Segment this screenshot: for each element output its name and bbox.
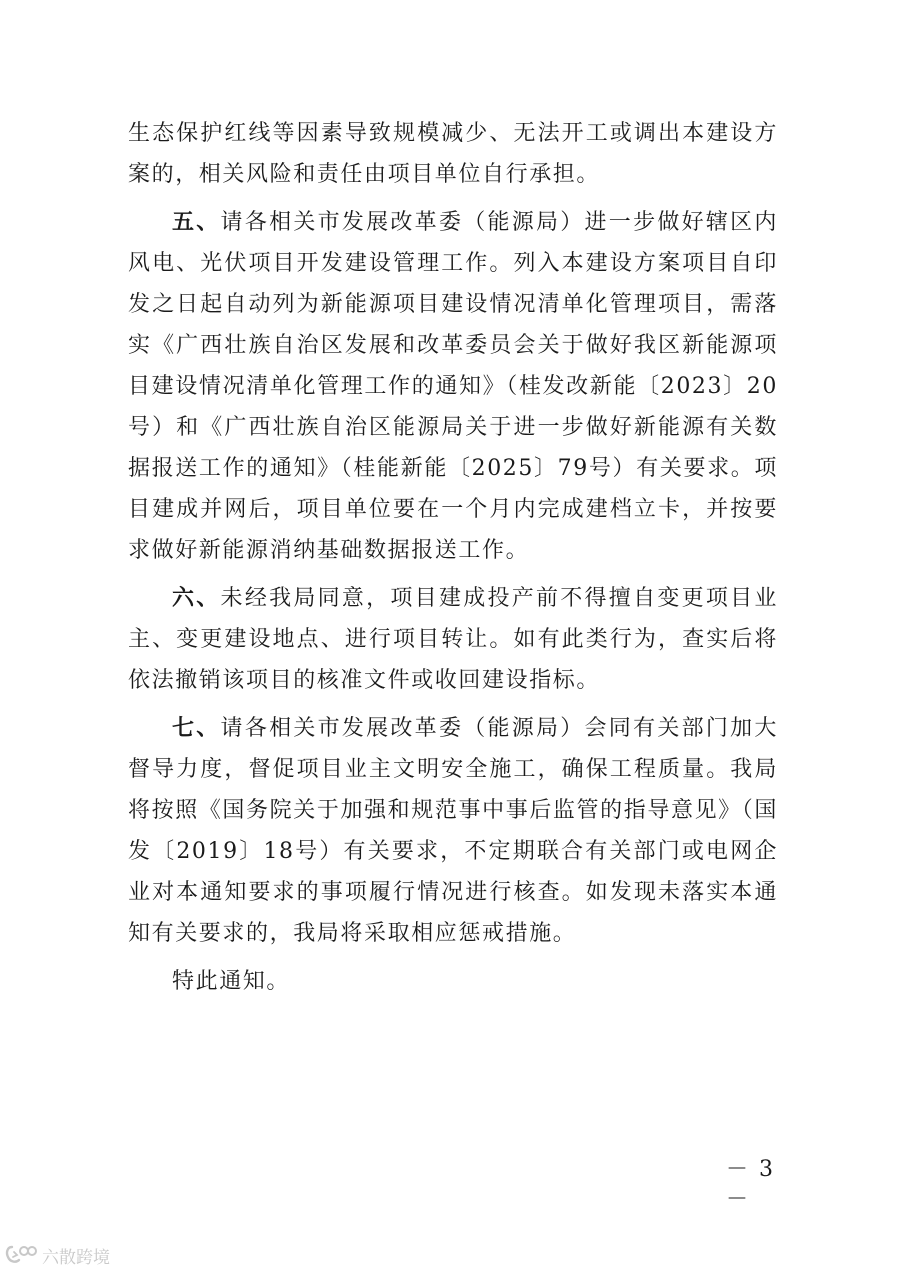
document-body bbox=[128, 113, 778, 1009]
watermark-text: 六散跨境 bbox=[42, 1247, 110, 1268]
item-number: 五、 bbox=[172, 209, 221, 235]
item-number: 六、 bbox=[172, 585, 221, 611]
watermark bbox=[4, 1240, 110, 1270]
paragraph-text: 未经我局同意，项目建成投产前不得擅自变更项目业主、变更建设地点、进行项目转让。如有此类行为，查实后将依法撤销该项目的核准文件或收回建设指标。 bbox=[128, 586, 779, 693]
paragraph-continuation bbox=[128, 113, 778, 195]
watermark-logo-icon bbox=[4, 1243, 38, 1267]
item-number: 七、 bbox=[172, 715, 221, 741]
paragraph-text: 生态保护红线等因素导致规模减少、无法开工或调出本建设方案的，相关风险和责任由项目单位自行承担。 bbox=[128, 121, 778, 187]
paragraph-item-7 bbox=[128, 708, 778, 954]
paragraph-text: 请各相关市发展改革委（能源局）进一步做好辖区内风电、光伏项目开发建设管理工作。列入本建设方案项目自印发之日起自动列为新能源项目建设情况清单化管理项目，需落实《广西壮族自治区发展和改革委员会关于做好我区新能源项目建设情况清单化管理工作的通知》（桂发改新能〔2023〕20号）和《广西壮族自治区能源局关于进一步做好新能源有关数据报送工作的通知》（桂能新能〔2025〕79号）有关要求。项目建成并网后，项目单位要在一个月内完成建档立卡，并按要求做好新能源消纳基础数据报送工作。 bbox=[128, 210, 779, 563]
paragraph-item-6 bbox=[128, 578, 778, 701]
paragraph-item-5 bbox=[128, 202, 778, 571]
paragraph-text: 特此通知。 bbox=[172, 969, 291, 994]
paragraph-text: 请各相关市发展改革委（能源局）会同有关部门加大督导力度，督促项目业主文明安全施工，确保工程质量。我局将按照《国务院关于加强和规范事中事后监管的指导意见》（国发〔2019〕18号）有关要求，不定期联合有关部门或电网企业对本通知要求的事项履行情况进行核查。如发现未落实本通知有关要求的，我局将采取相应惩戒措施。 bbox=[128, 716, 779, 946]
closing-statement bbox=[128, 961, 778, 1002]
page-number: － 3 － bbox=[726, 1157, 775, 1212]
